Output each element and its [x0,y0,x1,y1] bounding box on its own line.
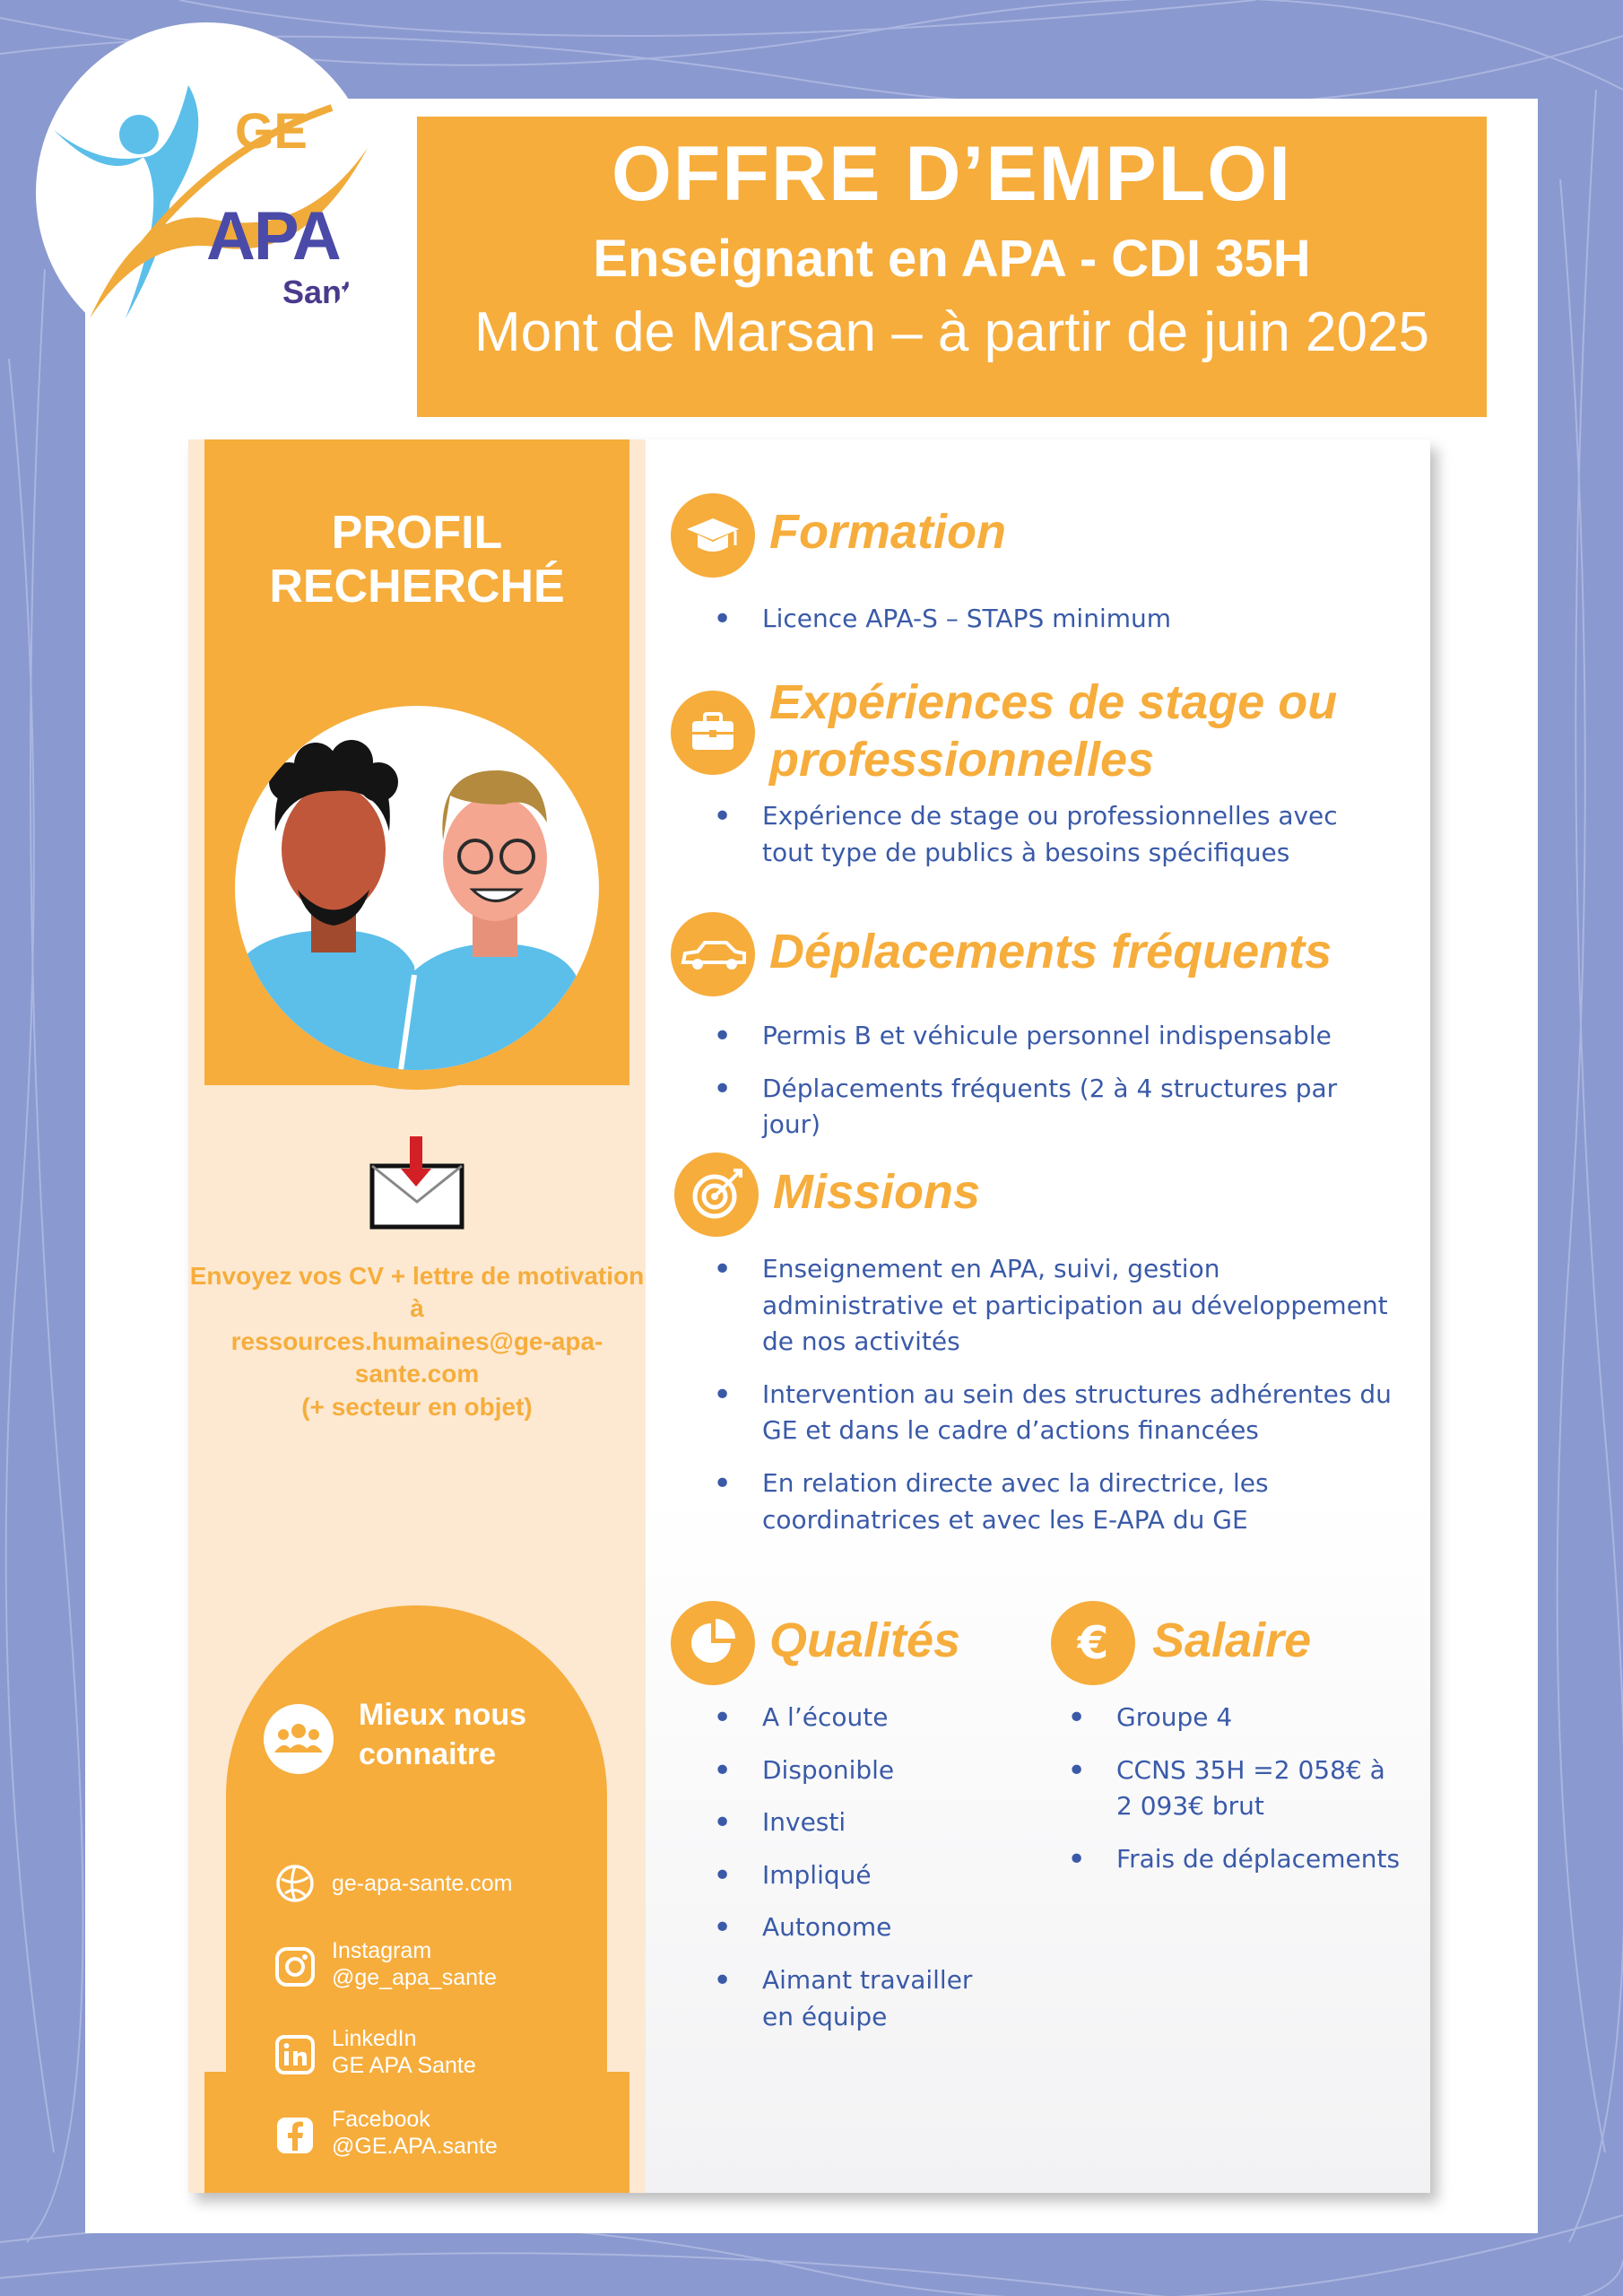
page-title: OFFRE D’EMPLOI [612,131,1292,217]
content-sheet [188,439,1430,2193]
list-item: • Expérience de stage ou professionnelles avec tout type de publics à besoins spécifiques [713,798,1376,871]
list-item: • Licence APA-S – STAPS minimum [713,601,1394,638]
header-banner [417,117,1487,417]
graduation-cap-icon [671,493,755,578]
list-item: • Investi [713,1805,991,1841]
instagram-icon [273,1944,317,1989]
experiences-title-line1: Expériences de stage ou [769,675,1338,729]
experiences-title-line2: professionnelles [769,732,1155,787]
sidebar [188,439,646,2193]
qualites-list [713,1700,991,2051]
list-item: • A l’écoute [713,1700,991,1736]
linkedin-handle: GE APA Sante [332,2053,476,2078]
contact-title-line1: Mieux nous [359,1698,527,1732]
profil-line1: PROFIL [331,507,503,559]
list-item: • Déplacements fréquents (2 à 4 structures par jour) [713,1071,1394,1144]
logo-figure-icon [36,22,377,363]
website-text[interactable]: ge-apa-sante.com [332,1871,513,1896]
list-item: • CCNS 35H =2 058€ à 2 093€ brut [1067,1752,1408,1825]
group-icon [264,1704,334,1774]
profil-heading [204,507,629,614]
missions-title: Missions [773,1165,981,1219]
salaire-list [1067,1700,1408,1893]
profil-line2: RECHERCHÉ [269,560,565,613]
list-item: • Frais de déplacements [1067,1841,1408,1878]
cv-line3: (+ secteur en objet) [301,1392,533,1421]
linkedin-text[interactable] [332,2025,476,2079]
deplacements-title: Déplacements fréquents [769,925,1332,978]
list-item: • Enseignement en APA, suivi, gestion administrative et participation au développement de nos activités [713,1251,1394,1361]
facebook-text[interactable] [332,2106,498,2160]
list-item: • Impliqué [713,1857,991,1894]
people-illustration-icon [235,706,599,1070]
deplacements-list [713,1018,1394,1160]
linkedin-label: LinkedIn [332,2026,417,2051]
facebook-label: Facebook [332,2107,430,2132]
job-location: Mont de Marsan – à partir de juin 2025 [474,301,1429,363]
list-item: • Aimant travailler en équipe [713,1962,991,2035]
list-item: • Autonome [713,1909,991,1946]
cv-instructions [188,1260,646,1423]
cv-line1: Envoyez vos CV + lettre de motivation à [189,1262,645,1323]
target-icon [674,1152,759,1237]
facebook-handle: @GE.APA.sante [332,2134,498,2159]
list-item: • Disponible [713,1752,991,1789]
facebook-icon [273,2113,317,2158]
instagram-handle: @ge_apa_sante [332,1965,497,1990]
logo-ge-text: GE [235,102,308,159]
salaire-title: Salaire [1152,1613,1312,1667]
logo-apa-text: APA [206,198,340,274]
euro-icon [1051,1601,1135,1685]
envelope-icon [363,1135,471,1238]
formation-list [713,601,1394,654]
list-item: • Groupe 4 [1067,1700,1408,1736]
contact-block [226,1605,607,2193]
experiences-title [769,674,1337,788]
list-item: • Permis B et véhicule personnel indispensable [713,1018,1394,1055]
briefcase-icon [671,691,755,775]
logo-sante-text: Santé [282,274,371,310]
experiences-list [713,798,1376,887]
formation-title: Formation [769,505,1006,559]
contact-title-line2: connaitre [359,1737,497,1772]
globe-icon [273,1861,317,1906]
list-item: • En relation directe avec la directrice, les coordinatrices et avec les E-APA du GE [713,1465,1394,1538]
avatar-illustration [235,706,599,1070]
car-icon [671,912,755,996]
avatar-ring [215,686,619,1090]
cv-email[interactable]: ressources.humaines@ge-apa-sante.com [230,1326,603,1388]
missions-list [713,1251,1394,1554]
svg-text:€: € [1077,1617,1109,1669]
list-item: • Intervention au sein des structures adhérentes du GE et dans le cadre d’actions financées [713,1377,1394,1449]
linkedin-icon [273,2032,317,2077]
pie-chart-icon [671,1601,755,1685]
instagram-text[interactable] [332,1937,497,1991]
qualites-title: Qualités [769,1613,961,1667]
logo [36,22,377,363]
contact-title [359,1695,526,1774]
instagram-label: Instagram [332,1938,432,1963]
job-subtitle: Enseignant en APA - CDI 35H [593,230,1311,288]
